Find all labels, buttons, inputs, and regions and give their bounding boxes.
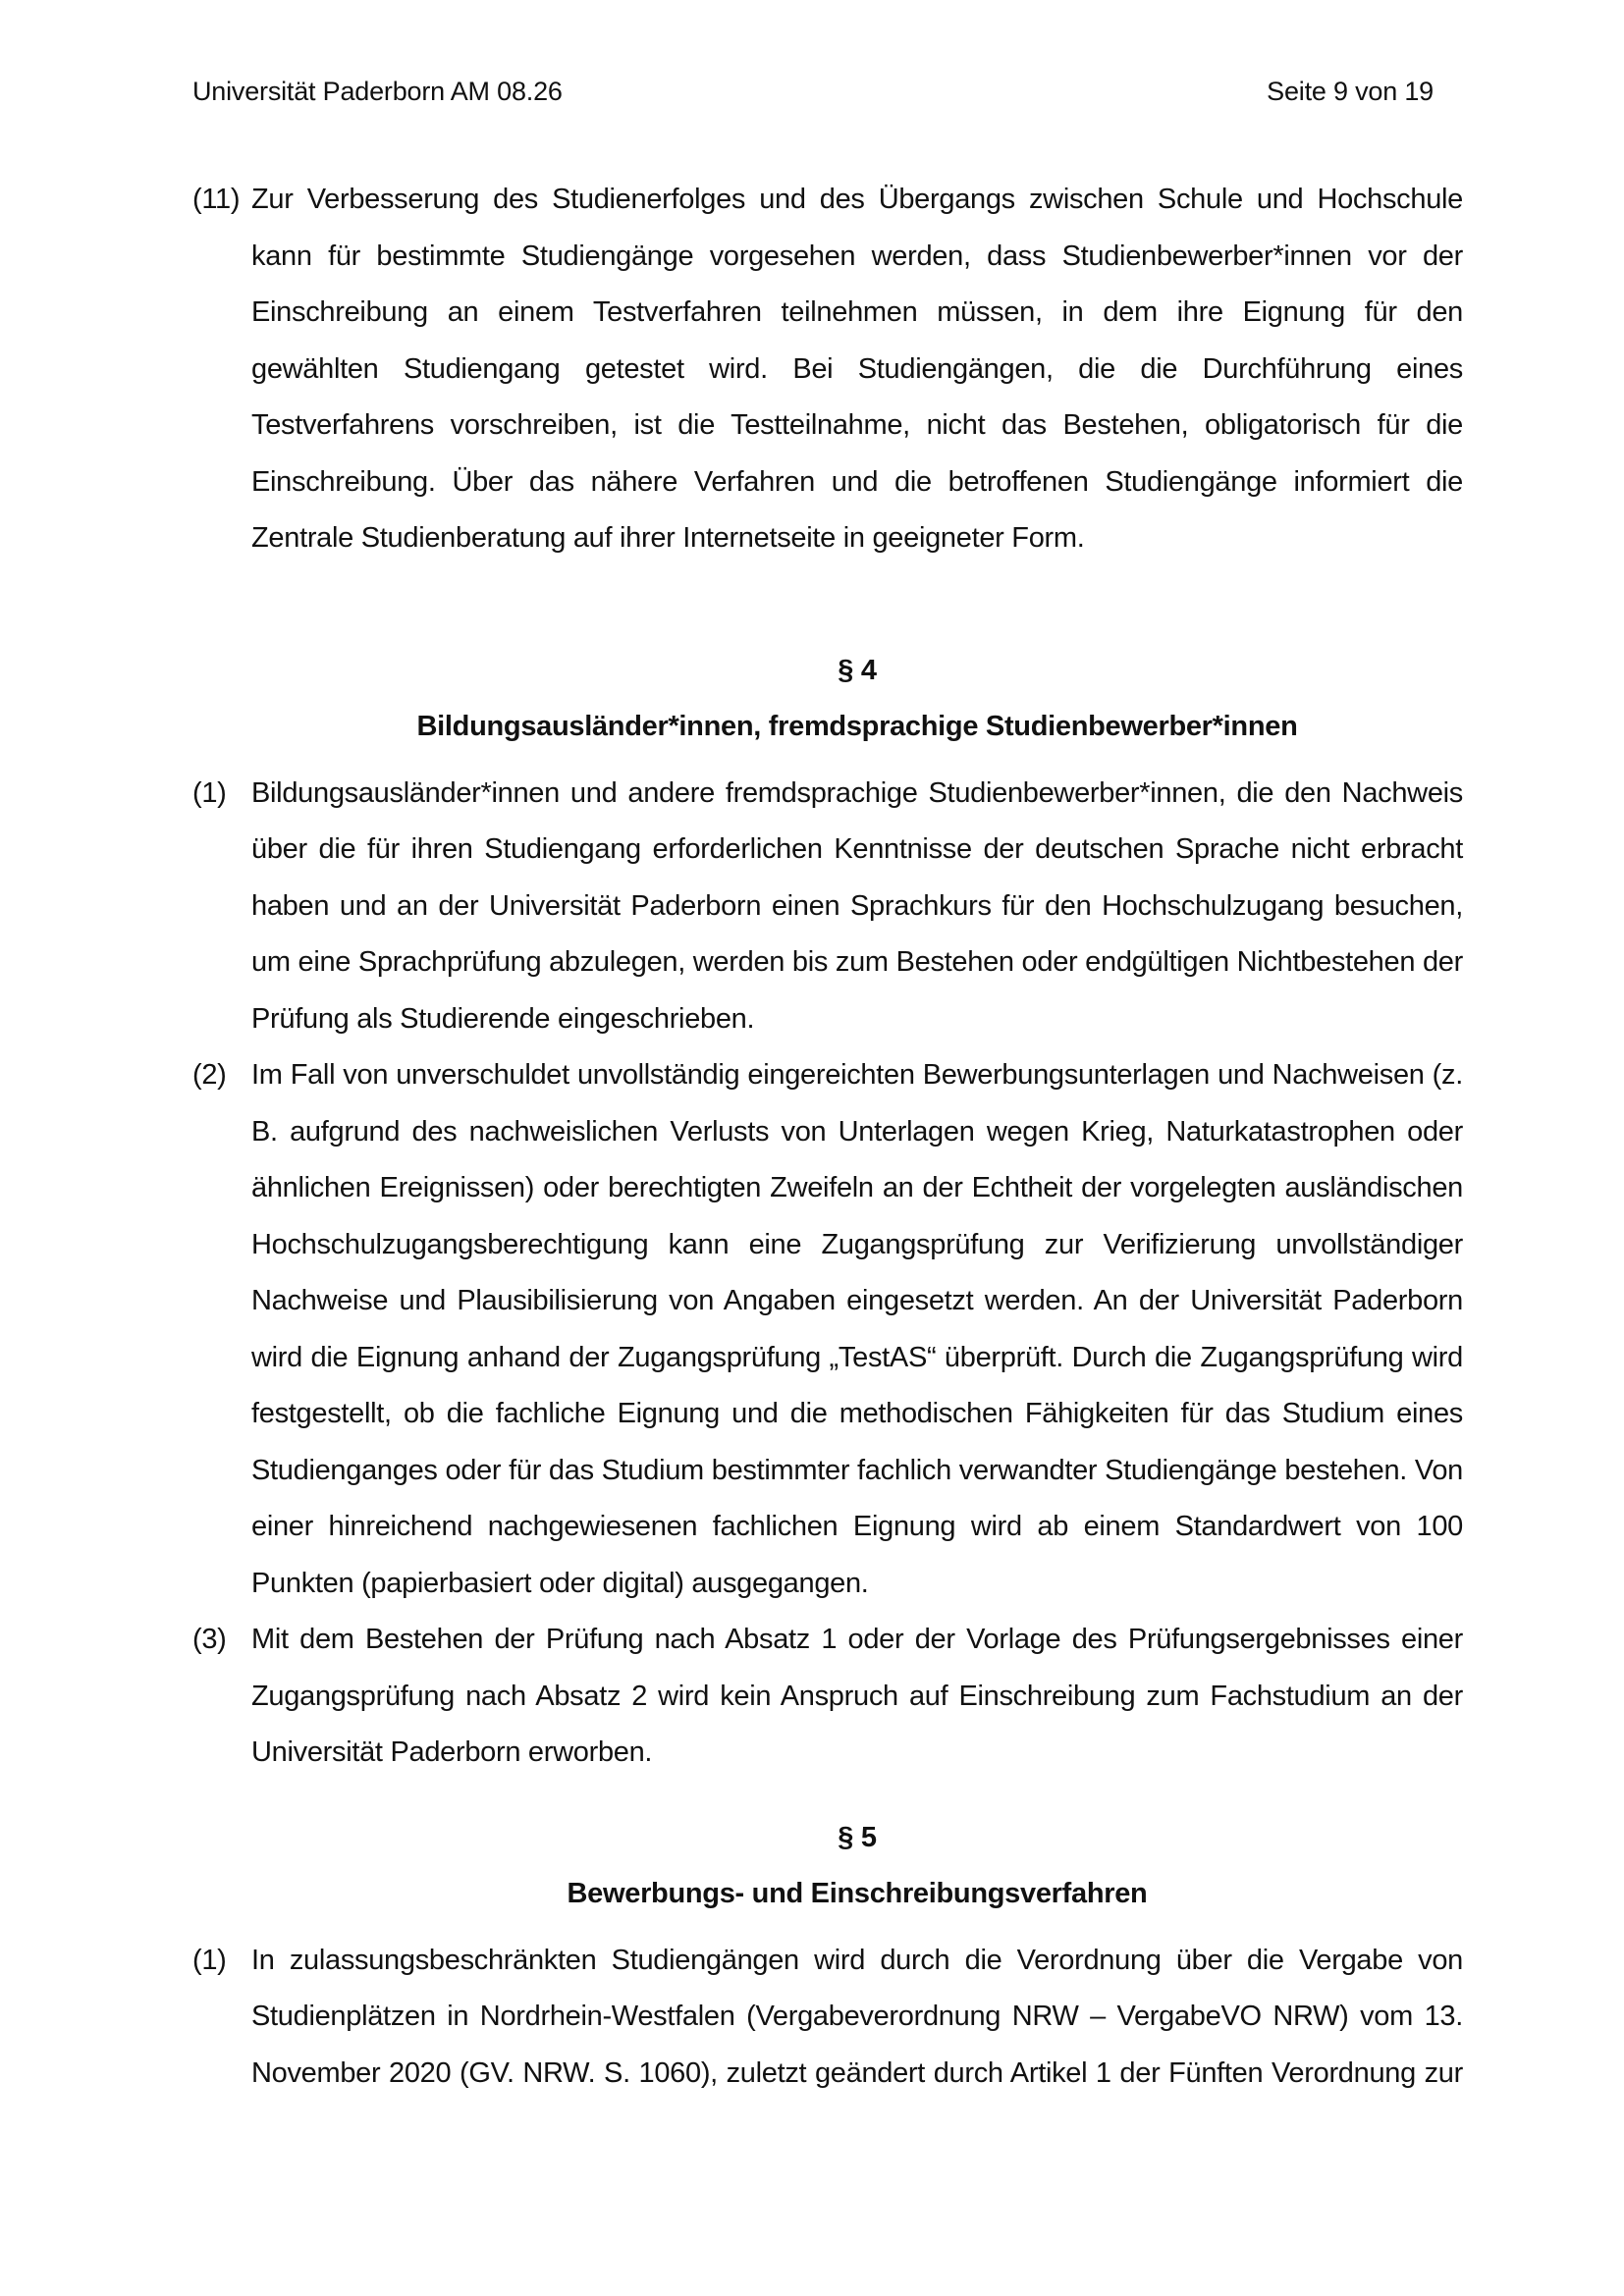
paragraph-text: Bildungsausländer*innen und andere fremdsprachige Studienbewerber*innen, die den Nachweis über die für ihren Studiengang erforderlichen Kenntnisse der deutschen Sprache nicht erbracht haben und an der Universität Paderborn einen Sprachkurs für den Hochschulzugang besuchen, um eine Sprachprüfung abzulegen, werden bis zum Bestehen oder endgültigen Nichtbestehen der Prüfung als Studierende eingeschrieben. (251, 776, 1463, 1035)
section-5-title: Bewerbungs- und Einschreibungsverfahren (567, 1878, 1148, 1909)
section-4-number: § 4 (838, 654, 877, 686)
paragraph-text: In zulassungsbeschränkten Studiengängen wird durch die Verordnung über die Vergabe von Studienplätzen in Nordrhein-Westfalen (Vergabeverordnung NRW – VergabeVO NRW) vom 13. November 2020 (GV. NRW. S. 1060), zuletzt geändert durch Artikel 1 der Fünften Verordnung zur (251, 1944, 1463, 2089)
paragraph-number: (1) (192, 776, 227, 809)
paragraph-number: (2) (192, 1059, 227, 1091)
header-document-id: Universität Paderborn AM 08.26 (192, 77, 563, 106)
paragraph-text: Mit dem Bestehen der Prüfung nach Absatz 1 oder der Vorlage des Prüfungsergebnisses einer Zugangsprüfung nach Absatz 2 wird kein Anspruch auf Einschreibung zum Fachstudium an der Universität Paderborn erworben. (251, 1624, 1463, 1768)
paragraph-4-3 (192, 1612, 1463, 1782)
paragraph-4-1 (192, 766, 1463, 1048)
paragraph-3-11 (192, 172, 1463, 567)
section-5-number: § 5 (838, 1821, 877, 1853)
paragraph-number: (3) (192, 1624, 227, 1655)
page-header (192, 77, 1434, 116)
paragraph-4-2 (192, 1047, 1463, 1612)
paragraph-text: Zur Verbesserung des Studienerfolges und des Übergangs zwischen Schule und Hochschule kann für bestimmte Studiengänge vorgesehen werden, dass Studienbewerber*innen vor der Einschreibung an einem Testverfahren teilnehmen müssen, in dem ihre Eignung für den gewählten Studiengang getestet wird. Bei Studiengängen, die die Durchführung eines Testverfahrens vorschreiben, ist die Testteilnahme, nicht das Bestehen, obligatorisch für die Einschreibung. Über das nähere Verfahren und die betroffenen Studiengänge informiert die Zentrale Studienberatung auf ihrer Internetseite in geeigneter Form. (251, 184, 1463, 554)
header-page-number: Seite 9 von 19 (1267, 77, 1434, 106)
paragraph-number: (1) (192, 1944, 227, 1976)
section-4-title: Bildungsausländer*innen, fremdsprachige Studienbewerber*innen (416, 711, 1298, 742)
paragraph-text: Im Fall von unverschuldet unvollständig eingereichten Bewerbungsunterlagen und Nachweisen (z. B. aufgrund des nachweislichen Verlusts von Unterlagen wegen Krieg, Naturkatastrophen oder ähnlichen Ereignissen) oder berechtigten Zweifeln an der Echtheit der vorgelegten ausländischen Hochschulzugangsberechtigung kann eine Zugangsprüfung zur Verifizierung unvollständiger Nachweise und Plausibilisierung von Angaben eingesetzt werden. An der Universität Paderborn wird die Eignung anhand der Zugangsprüfung „TestAS“ überprüft. Durch die Zugangsprüfung wird festgestellt, ob die fachliche Eignung und die methodischen Fähigkeiten für das Studium eines Studienganges oder für das Studium bestimmter fachlich verwandter Studiengänge bestehen. Von einer hinreichend nachgewiesenen fachlichen Eignung wird ab einem Standardwert von 100 Punkten (papierbasiert oder digital) ausgegangen. (251, 1059, 1463, 1599)
paragraph-number: (11) (192, 184, 241, 215)
paragraph-5-1 (192, 1933, 1463, 2103)
document-body (192, 172, 1463, 2102)
